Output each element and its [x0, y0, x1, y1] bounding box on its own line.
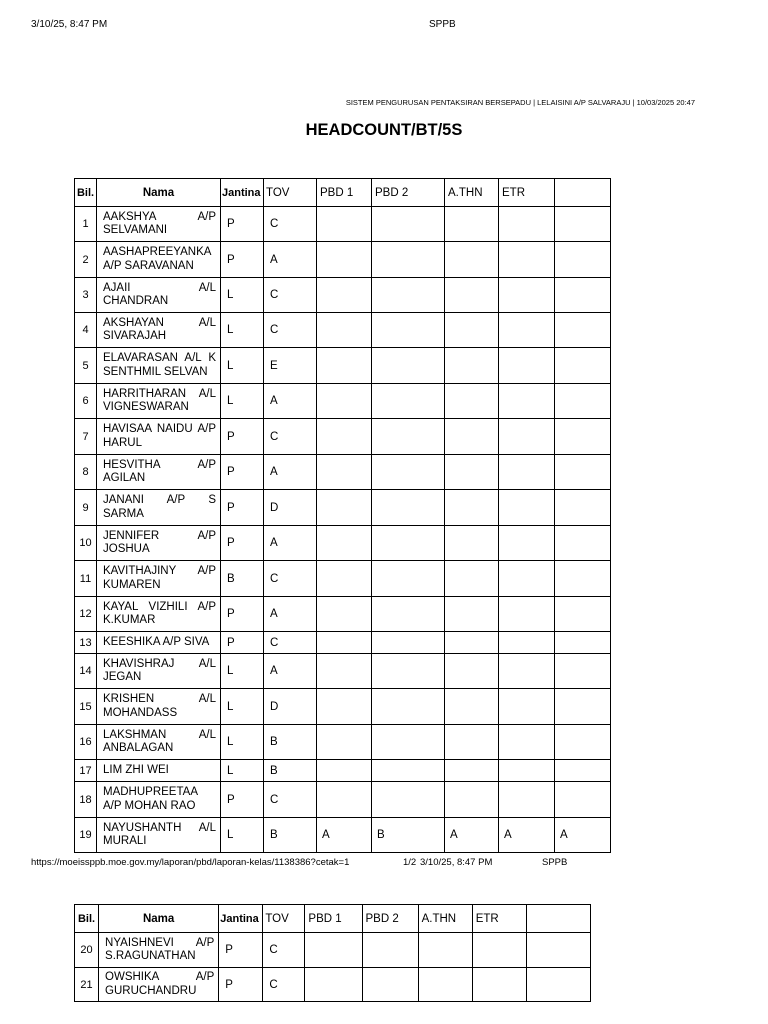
cell-pbd2 — [372, 455, 445, 490]
cell-no: 3 — [75, 278, 97, 313]
cell-x — [555, 419, 611, 455]
cell-etr — [472, 968, 526, 1002]
cell-pbd2 — [372, 725, 445, 760]
cell-g: P — [219, 968, 263, 1002]
cell-g: L — [221, 384, 264, 419]
cell-no: 1 — [75, 207, 97, 242]
cell-no: 17 — [75, 760, 97, 782]
cell-x — [555, 242, 611, 278]
cell-g: P — [221, 242, 264, 278]
cell-no: 12 — [75, 597, 97, 632]
table-row — [75, 818, 611, 853]
cell-g: L — [221, 760, 264, 782]
cell-x — [555, 384, 611, 419]
cell-pbd2: B — [372, 818, 445, 853]
table-row — [75, 313, 611, 348]
cell-x — [555, 597, 611, 632]
cell-tov: C — [263, 933, 305, 968]
cell-athn — [445, 689, 499, 725]
cell-g: P — [221, 490, 264, 526]
cell-athn — [445, 419, 499, 455]
cell-pbd1: A — [317, 818, 372, 853]
cell-no: 8 — [75, 455, 97, 490]
cell-tov: A — [264, 242, 317, 278]
cell-pbd1 — [317, 348, 372, 384]
cell-etr — [499, 419, 555, 455]
table-row — [75, 278, 611, 313]
footer-site: SPPB — [542, 857, 568, 868]
cell-tov: D — [264, 490, 317, 526]
cell-g: P — [221, 782, 264, 818]
cell-athn — [445, 242, 499, 278]
cell-name: AJAII A/L CHANDRAN — [97, 278, 221, 313]
table-row — [75, 207, 611, 242]
col-etr: ETR — [472, 905, 526, 933]
cell-pbd2 — [372, 689, 445, 725]
cell-pbd1 — [317, 689, 372, 725]
cell-no: 19 — [75, 818, 97, 853]
cell-x — [555, 654, 611, 689]
cell-etr — [499, 561, 555, 597]
cell-tov: B — [264, 818, 317, 853]
cell-athn — [445, 760, 499, 782]
cell-x — [555, 782, 611, 818]
cell-pbd2 — [372, 597, 445, 632]
cell-pbd2 — [372, 760, 445, 782]
col-extra — [526, 905, 590, 933]
cell-x — [526, 933, 590, 968]
cell-athn — [445, 207, 499, 242]
cell-pbd1 — [317, 725, 372, 760]
cell-athn — [445, 455, 499, 490]
table-row — [75, 689, 611, 725]
cell-athn — [445, 490, 499, 526]
cell-tov: A — [264, 597, 317, 632]
cell-name: LAKSHMAN A/L ANBALAGAN — [97, 725, 221, 760]
cell-pbd2 — [372, 561, 445, 597]
col-tov: TOV — [263, 905, 305, 933]
cell-x — [555, 760, 611, 782]
cell-x — [555, 526, 611, 561]
cell-no: 11 — [75, 561, 97, 597]
table-row — [75, 760, 611, 782]
cell-no: 13 — [75, 632, 97, 654]
cell-pbd2 — [372, 242, 445, 278]
cell-etr — [499, 689, 555, 725]
cell-pbd2 — [372, 490, 445, 526]
headcount-table — [74, 178, 611, 853]
cell-tov: A — [264, 455, 317, 490]
table-row — [75, 933, 591, 968]
cell-name: HARRITHARAN A/L VIGNESWARAN — [97, 384, 221, 419]
cell-g: L — [221, 278, 264, 313]
col-bil: Bil. — [75, 179, 97, 207]
cell-athn — [445, 782, 499, 818]
cell-pbd2 — [372, 384, 445, 419]
cell-tov: C — [264, 207, 317, 242]
col-tov: TOV — [264, 179, 317, 207]
cell-g: P — [221, 207, 264, 242]
cell-g: L — [221, 654, 264, 689]
cell-pbd2 — [372, 632, 445, 654]
col-pbd2: PBD 2 — [362, 905, 418, 933]
cell-g: L — [221, 348, 264, 384]
cell-athn — [445, 384, 499, 419]
cell-etr — [499, 490, 555, 526]
cell-no: 16 — [75, 725, 97, 760]
cell-name: LIM ZHI WEI — [97, 760, 221, 782]
cell-no: 6 — [75, 384, 97, 419]
cell-g: L — [221, 818, 264, 853]
cell-athn: A — [445, 818, 499, 853]
cell-pbd2 — [362, 968, 418, 1002]
table-row — [75, 968, 591, 1002]
col-athn: A.THN — [445, 179, 499, 207]
cell-x: A — [555, 818, 611, 853]
cell-pbd1 — [317, 782, 372, 818]
cell-pbd1 — [317, 597, 372, 632]
cell-tov: A — [264, 526, 317, 561]
cell-pbd1 — [317, 313, 372, 348]
cell-name: JENNIFER A/P JOSHUA — [97, 526, 221, 561]
cell-pbd2 — [372, 782, 445, 818]
cell-pbd1 — [317, 455, 372, 490]
cell-athn — [445, 348, 499, 384]
cell-name: KHAVISHRAJ A/L JEGAN — [97, 654, 221, 689]
cell-no: 10 — [75, 526, 97, 561]
cell-tov: C — [264, 419, 317, 455]
cell-x — [555, 313, 611, 348]
page-title: HEADCOUNT/BT/5S — [305, 121, 463, 139]
cell-athn — [445, 526, 499, 561]
table-row — [75, 490, 611, 526]
footer-page: 1/2 — [403, 857, 417, 868]
cell-name: KEESHIKA A/P SIVA — [97, 632, 221, 654]
cell-pbd1 — [317, 760, 372, 782]
cell-etr — [472, 933, 526, 968]
cell-name: AKSHAYAN A/L SIVARAJAH — [97, 313, 221, 348]
cell-etr — [499, 597, 555, 632]
cell-tov: E — [264, 348, 317, 384]
table-row — [75, 725, 611, 760]
col-athn: A.THN — [418, 905, 472, 933]
cell-x — [555, 725, 611, 760]
cell-x — [526, 968, 590, 1002]
table-row — [75, 782, 611, 818]
cell-pbd2 — [372, 654, 445, 689]
cell-g: P — [221, 455, 264, 490]
footer-url: https://moeissppb.moe.gov.my/laporan/pbd/laporan-kelas/1138386?cetak=1 — [31, 857, 350, 868]
cell-pbd1 — [305, 968, 362, 1002]
cell-name: OWSHIKA A/P GURUCHANDRU — [99, 968, 219, 1002]
table-row — [75, 419, 611, 455]
cell-no: 7 — [75, 419, 97, 455]
cell-tov: D — [264, 689, 317, 725]
cell-etr — [499, 526, 555, 561]
cell-no: 5 — [75, 348, 97, 384]
cell-name: NAYUSHANTH A/L MURALI — [97, 818, 221, 853]
col-etr: ETR — [499, 179, 555, 207]
cell-pbd1 — [317, 490, 372, 526]
cell-g: P — [221, 419, 264, 455]
cell-athn — [445, 632, 499, 654]
col-jantina: Jantina — [219, 905, 263, 933]
cell-name: MADHUPREETAA A/P MOHAN RAO — [97, 782, 221, 818]
cell-name: KAVITHAJINY A/P KUMAREN — [97, 561, 221, 597]
table-row — [75, 348, 611, 384]
cell-g: P — [221, 526, 264, 561]
cell-no: 14 — [75, 654, 97, 689]
cell-g: L — [221, 313, 264, 348]
cell-x — [555, 561, 611, 597]
cell-tov: C — [264, 313, 317, 348]
cell-tov: C — [263, 968, 305, 1002]
col-nama: Nama — [97, 179, 221, 207]
cell-tov: B — [264, 725, 317, 760]
headcount-table-page2 — [74, 904, 591, 1002]
cell-pbd2 — [372, 313, 445, 348]
cell-x — [555, 689, 611, 725]
cell-pbd2 — [362, 933, 418, 968]
cell-pbd2 — [372, 419, 445, 455]
cell-pbd1 — [317, 654, 372, 689]
cell-etr — [499, 760, 555, 782]
cell-etr — [499, 632, 555, 654]
cell-athn — [445, 278, 499, 313]
cell-name: AASHAPREEYANKA A/P SARAVANAN — [97, 242, 221, 278]
cell-tov: C — [264, 782, 317, 818]
table-row — [75, 526, 611, 561]
table-row — [75, 242, 611, 278]
col-bil: Bil. — [75, 905, 99, 933]
cell-etr — [499, 242, 555, 278]
cell-pbd1 — [317, 278, 372, 313]
cell-pbd1 — [317, 384, 372, 419]
cell-g: L — [221, 725, 264, 760]
cell-athn — [418, 933, 472, 968]
cell-pbd2 — [372, 278, 445, 313]
table-row — [75, 384, 611, 419]
cell-tov: B — [264, 760, 317, 782]
col-pbd1: PBD 1 — [305, 905, 362, 933]
cell-etr — [499, 278, 555, 313]
table-header-row — [75, 905, 591, 933]
cell-g: L — [221, 689, 264, 725]
table-header-row — [75, 179, 611, 207]
cell-pbd1 — [317, 242, 372, 278]
cell-pbd1 — [317, 419, 372, 455]
cell-tov: C — [264, 278, 317, 313]
cell-pbd1 — [317, 526, 372, 561]
cell-x — [555, 455, 611, 490]
cell-etr — [499, 348, 555, 384]
table-row — [75, 561, 611, 597]
cell-name: JANANI A/P S SARMA — [97, 490, 221, 526]
cell-x — [555, 632, 611, 654]
cell-athn — [445, 597, 499, 632]
col-pbd1: PBD 1 — [317, 179, 372, 207]
cell-no: 21 — [75, 968, 99, 1002]
footer-datetime: 3/10/25, 8:47 PM — [420, 857, 493, 868]
print-datetime: 3/10/25, 8:47 PM — [31, 19, 108, 30]
cell-pbd1 — [305, 933, 362, 968]
cell-no: 9 — [75, 490, 97, 526]
cell-etr — [499, 455, 555, 490]
cell-athn — [418, 968, 472, 1002]
cell-g: P — [221, 597, 264, 632]
table-row — [75, 654, 611, 689]
cell-pbd2 — [372, 207, 445, 242]
cell-tov: C — [264, 632, 317, 654]
col-nama: Nama — [99, 905, 219, 933]
cell-tov: A — [264, 384, 317, 419]
cell-no: 2 — [75, 242, 97, 278]
cell-g: P — [219, 933, 263, 968]
print-site: SPPB — [429, 19, 456, 30]
cell-name: AAKSHYA A/P SELVAMANI — [97, 207, 221, 242]
col-extra — [555, 179, 611, 207]
cell-athn — [445, 725, 499, 760]
cell-name: KRISHEN A/L MOHANDASS — [97, 689, 221, 725]
table-row — [75, 632, 611, 654]
cell-no: 4 — [75, 313, 97, 348]
cell-etr — [499, 313, 555, 348]
cell-etr — [499, 654, 555, 689]
cell-x — [555, 278, 611, 313]
cell-etr: A — [499, 818, 555, 853]
cell-tov: A — [264, 654, 317, 689]
cell-pbd1 — [317, 207, 372, 242]
cell-pbd1 — [317, 632, 372, 654]
col-jantina: Jantina — [221, 179, 264, 207]
cell-no: 18 — [75, 782, 97, 818]
cell-athn — [445, 561, 499, 597]
cell-pbd1 — [317, 561, 372, 597]
cell-name: HAVISAA NAIDU A/P HARUL — [97, 419, 221, 455]
cell-name: ELAVARASAN A/L K SENTHMIL SELVAN — [97, 348, 221, 384]
cell-x — [555, 207, 611, 242]
cell-name: HESVITHA A/P AGILAN — [97, 455, 221, 490]
cell-no: 15 — [75, 689, 97, 725]
table-row — [75, 455, 611, 490]
cell-etr — [499, 725, 555, 760]
cell-name: NYAISHNEVI A/P S.RAGUNATHAN — [99, 933, 219, 968]
cell-no: 20 — [75, 933, 99, 968]
cell-athn — [445, 654, 499, 689]
cell-x — [555, 490, 611, 526]
cell-g: B — [221, 561, 264, 597]
cell-tov: C — [264, 561, 317, 597]
cell-g: P — [221, 632, 264, 654]
cell-name: KAYAL VIZHILI A/P K.KUMAR — [97, 597, 221, 632]
cell-athn — [445, 313, 499, 348]
cell-pbd2 — [372, 348, 445, 384]
col-pbd2: PBD 2 — [372, 179, 445, 207]
system-line: SISTEM PENGURUSAN PENTAKSIRAN BERSEPADU | LELAISINI A/P SALVARAJU | 10/03/2025 20:47 — [345, 98, 695, 107]
cell-etr — [499, 782, 555, 818]
table-row — [75, 597, 611, 632]
cell-etr — [499, 207, 555, 242]
cell-pbd2 — [372, 526, 445, 561]
cell-etr — [499, 384, 555, 419]
cell-x — [555, 348, 611, 384]
